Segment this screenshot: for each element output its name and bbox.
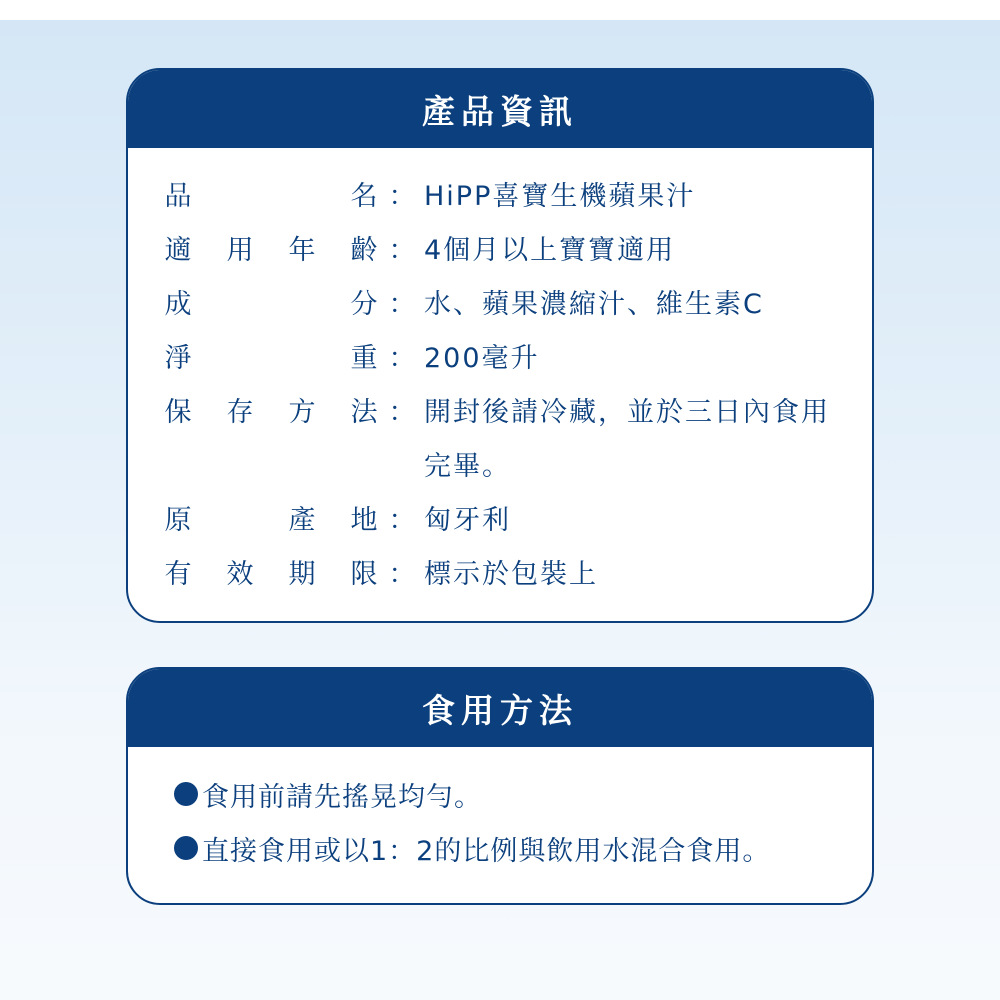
info-colon: ： bbox=[388, 289, 416, 320]
info-value: 標示於包裝上 bbox=[424, 559, 598, 590]
info-row-origin bbox=[162, 494, 854, 548]
info-value: 200毫升 bbox=[424, 343, 540, 374]
info-value: 開封後請冷藏，並於三日內食用完畢。 bbox=[424, 397, 830, 482]
info-label: 適 用 年 齡 bbox=[164, 235, 378, 266]
usage-item-text: 食用前請先搖晃均勻。 bbox=[202, 781, 482, 813]
info-colon: ： bbox=[388, 181, 416, 212]
usage-item bbox=[174, 767, 770, 821]
usage-list bbox=[174, 767, 770, 875]
info-label: 保 存 方 法 bbox=[164, 397, 378, 428]
info-row-age bbox=[162, 224, 854, 278]
info-colon: ： bbox=[388, 235, 416, 266]
info-row-net-volume bbox=[162, 332, 854, 386]
usage-item-text: 直接食用或以1：2的比例與飲用水混合食用。 bbox=[202, 835, 771, 867]
product-info-title: 產品資訊 bbox=[128, 70, 872, 148]
usage-card bbox=[126, 667, 874, 905]
info-row-storage bbox=[162, 386, 854, 494]
info-colon: ： bbox=[388, 505, 416, 536]
info-colon: ： bbox=[388, 343, 416, 374]
info-colon: ： bbox=[388, 559, 416, 590]
info-label: 品 名 bbox=[164, 181, 378, 212]
info-colon: ： bbox=[388, 397, 416, 428]
info-label: 成 分 bbox=[164, 289, 378, 320]
usage-item bbox=[174, 821, 770, 875]
info-row-name bbox=[162, 170, 854, 224]
bullet-dot-icon bbox=[174, 836, 198, 860]
info-label: 淨 重 bbox=[164, 343, 378, 374]
product-info-card bbox=[126, 68, 874, 623]
info-label: 有 效 期 限 bbox=[164, 559, 378, 590]
info-row-expiry bbox=[162, 548, 854, 602]
info-value: HiPP喜寶生機蘋果汁 bbox=[424, 181, 696, 212]
usage-title: 食用方法 bbox=[128, 669, 872, 747]
info-value: 水、蘋果濃縮汁、維生素C bbox=[424, 289, 764, 320]
top-white-strip bbox=[0, 0, 1000, 20]
info-label: 原 產 地 bbox=[164, 505, 378, 536]
info-row-ingredients bbox=[162, 278, 854, 332]
product-info-list bbox=[162, 170, 854, 602]
info-value: 4個月以上寶寶適用 bbox=[424, 235, 676, 266]
bullet-dot-icon bbox=[174, 782, 198, 806]
info-value: 匈牙利 bbox=[424, 505, 511, 536]
